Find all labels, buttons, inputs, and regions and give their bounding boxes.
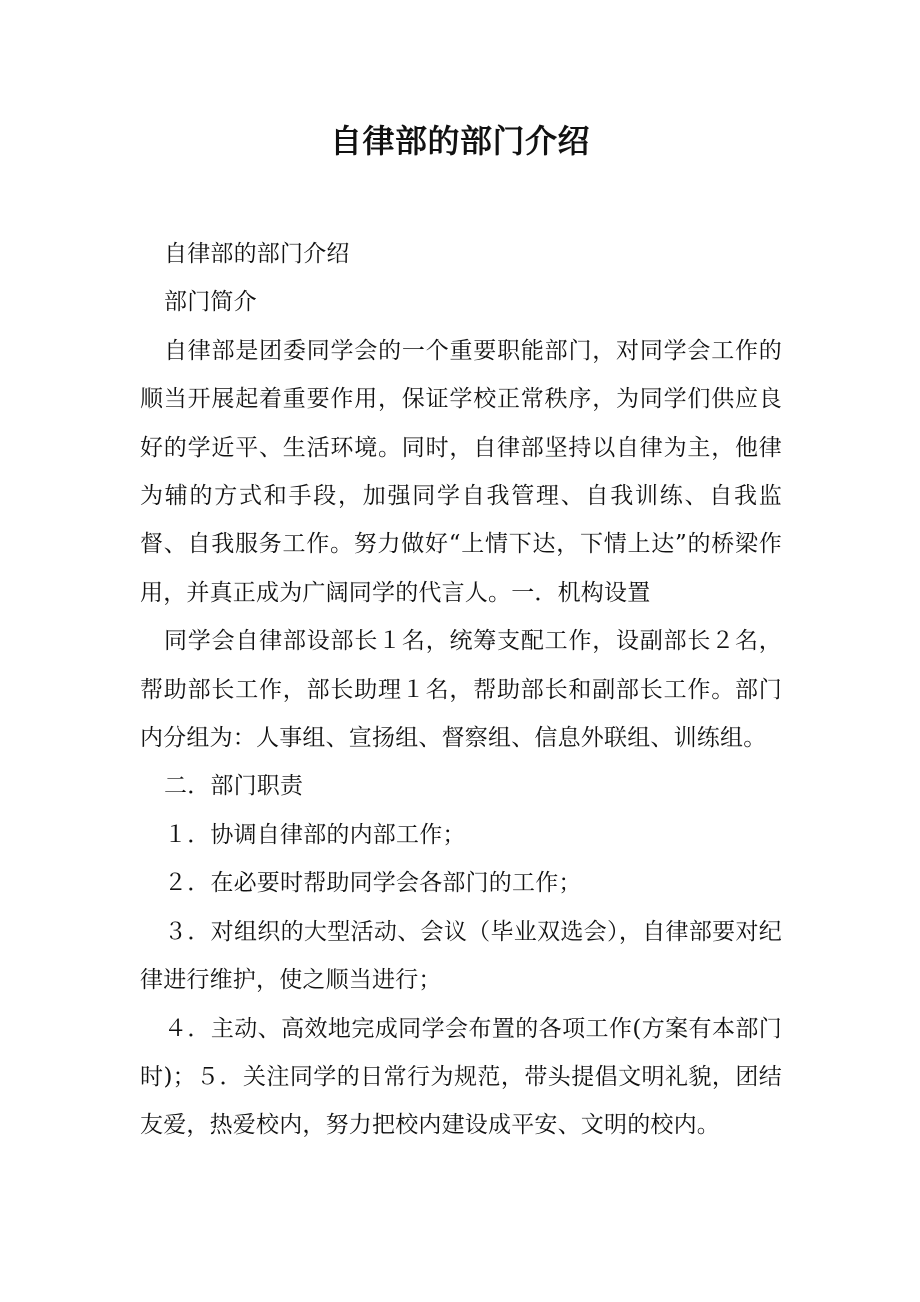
paragraph-intro: 自律部是团委同学会的一个重要职能部门，对同学会工作的顺当开展起着重要作用，保证学校正常秩序，为同学们供应良好的学近平、生活环境。同时，自律部坚持以自律为主，他律为辅的方式和手段，加强同学自我管理、自我训练、自我监督、自我服务工作。努力做好“上情下达，下情上达”的桥梁作用，并真正成为广阔同学的代言人。一．机构设置 (140, 337, 782, 606)
paragraph-duty-2: ２．在必要时帮助同学会各部门的工作； (164, 870, 582, 897)
paragraph-duty-1: １．协调自律部的内部工作； (164, 821, 466, 848)
paragraph-section-intro-label: 部门简介 (164, 289, 257, 316)
paragraph-duties-heading: 二．部门职责 (164, 773, 304, 800)
paragraph-heading-repeat: 自律部的部门介绍 (164, 241, 350, 267)
paragraph-duty-3: ３．对组织的大型活动、会议（毕业双选会），自律部要对纪律进行维护，使之顺当进行； (140, 918, 782, 994)
paragraph-structure: 同学会自律部设部长１名，统筹支配工作，设副部长２名，帮助部长工作，部长助理１名，帮助部长和副部长工作。部门内分组为：人事组、宣扬组、督察组、信息外联组、训练组。 (140, 628, 782, 752)
paragraph-duty-4-5: ４．主动、高效地完成同学会布置的各项工作(方案有本部门时)；５．关注同学的日常行为规范，带头提倡文明礼貌，团结友爱，热爱校内，努力把校内建设成平安、文明的校内。 (140, 1015, 782, 1139)
document-title: 自律部的部门介绍 (329, 122, 590, 160)
document-body (140, 230, 782, 1150)
